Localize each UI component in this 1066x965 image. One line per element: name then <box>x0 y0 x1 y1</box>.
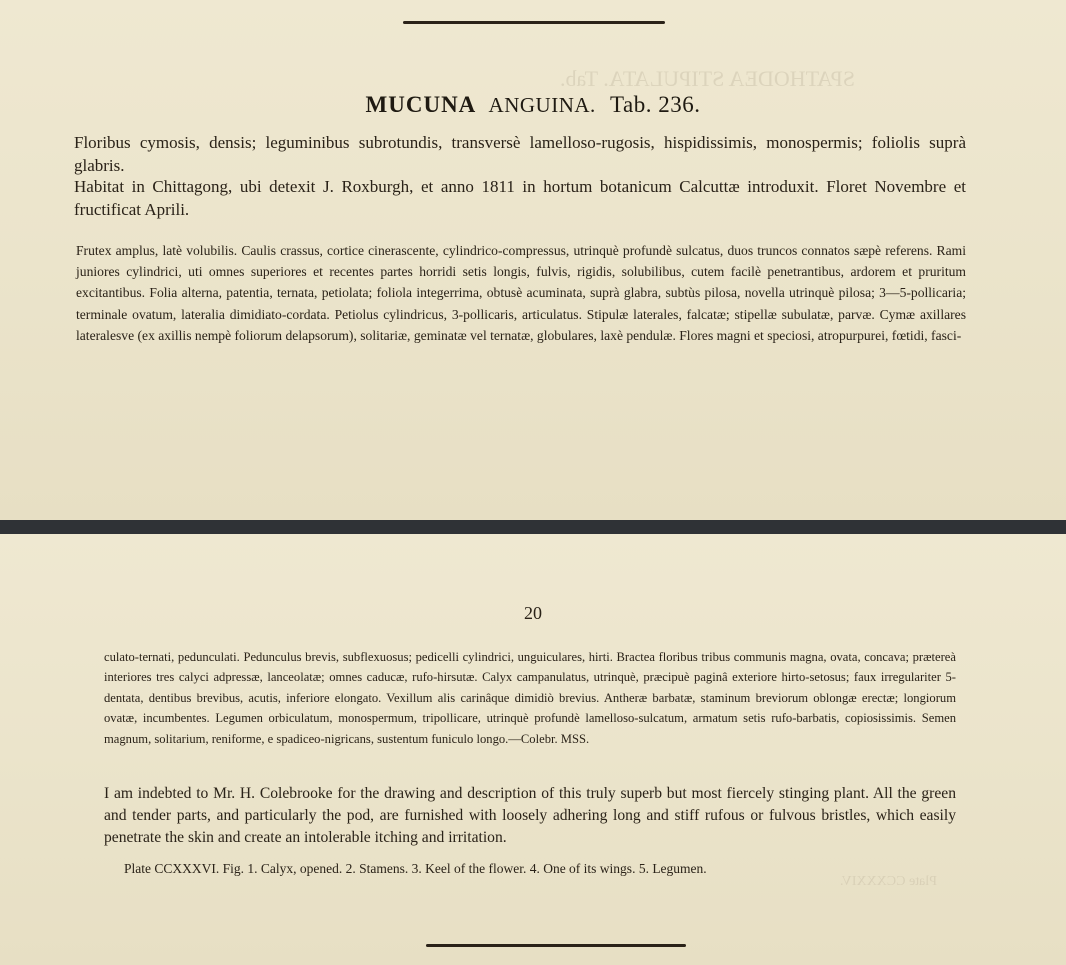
plate-caption: Plate CCXXXVI. Fig. 1. Calyx, opened. 2. Stamens. 3. Keel of the flower. 4. One of its wings. 5. Legumen. <box>124 861 707 876</box>
title-genus: MUCUNA <box>365 92 477 117</box>
page-divider <box>0 520 1066 534</box>
title-tab-number: Tab. 236. <box>610 92 701 117</box>
top-ornament-rule <box>403 21 665 24</box>
habitat-paragraph: Habitat in Chittagong, ubi detexit J. Roxburgh, et anno 1811 in hortum botanicum Calcuttæ introduxit. Floret Novembre et fructificat Aprili. <box>74 177 966 219</box>
page-number: 20 <box>524 603 542 623</box>
bottom-page <box>0 534 1066 965</box>
title-species: ANGUINA. <box>488 93 596 117</box>
bottom-ornament-rule <box>426 944 686 947</box>
english-note-paragraph: I am indebted to Mr. H. Colebrooke for the drawing and description of this truly superb but most fiercely stinging plant. All the green and tender parts, and particularly the pod, are furnished with loosely adhering long and stiff rufous or fulvous bristles, which easily penetrate the skin and create an intolerable itching and irritation. <box>104 785 956 847</box>
show-through-text: SPATHODEA STIPULATA. Tab. <box>560 66 855 91</box>
continued-description-paragraph: culato-ternati, pedunculati. Pedunculus brevis, subflexuosus; pedicelli cylindrici, unguiculares, hirti. Bractea floribus tribus communis magna, ovata, concava; prætereà interiores tres calyci adpressæ, lanceolatæ; omnes caducæ, rufo-hirsutæ. Calyx campanulatus, utrinquè, præcipuè paginâ exteriore hirto-setosus; faux irregulariter 5-dentata, dentibus brevibus, acutis, inferiore elongato. Vexillum alis carinâque dimidiò brevius. Antheræ barbatæ, staminum breviorum oblongæ erectæ; longiorum ovatæ, incumbentes. Legumen orbiculatum, monospermum, tripollicare, utrinquè profundè lamelloso-sulcatum, armatum setis rufo-barbatis, copiosissimis. Semen magnum, solitarium, reniforme, e spadiceo-nigricans, sustentum funiculo longo.—Colebr. MSS. <box>104 650 956 746</box>
page-title <box>0 92 1066 118</box>
description-paragraph: Frutex amplus, latè volubilis. Caulis crassus, cortice cinerascente, cylindrico-compressus, utrinquè profundè sulcatus, duos truncos connatos sæpè referens. Rami juniores cylindrici, uti omnes superiores et recentes partes horridi setis longis, fulvis, rigidis, solubilibus, cutem facilè penetrantibus, ardorem et pruritum excitantibus. Folia alterna, patentia, ternata, petiolata; foliola integerrima, obtusè acuminata, suprà glabra, subtùs pilosa, novella utrinquè pilosa; 3—5-pollicaria; terminale ovatum, lateralia dimidiato-cordata. Petiolus cylindricus, 3-pollicaris, articulatus. Stipulæ laterales, falcatæ; stipellæ subulatæ, parvæ. Cymæ axillares lateralesve (ex axillis nempè foliorum delapsorum), solitariæ, geminatæ vel ternatæ, globulares, laxè pendulæ. Flores magni et speciosi, atropurpurei, fœtidi, fasci- <box>76 243 966 343</box>
diagnosis-paragraph: Floribus cymosis, densis; leguminibus subrotundis, transversè lamelloso-rugosis, hispidissimis, monospermis; foliolis suprà glabris. <box>74 133 966 175</box>
show-through-text: Plate CCXXXIV. <box>840 874 937 889</box>
